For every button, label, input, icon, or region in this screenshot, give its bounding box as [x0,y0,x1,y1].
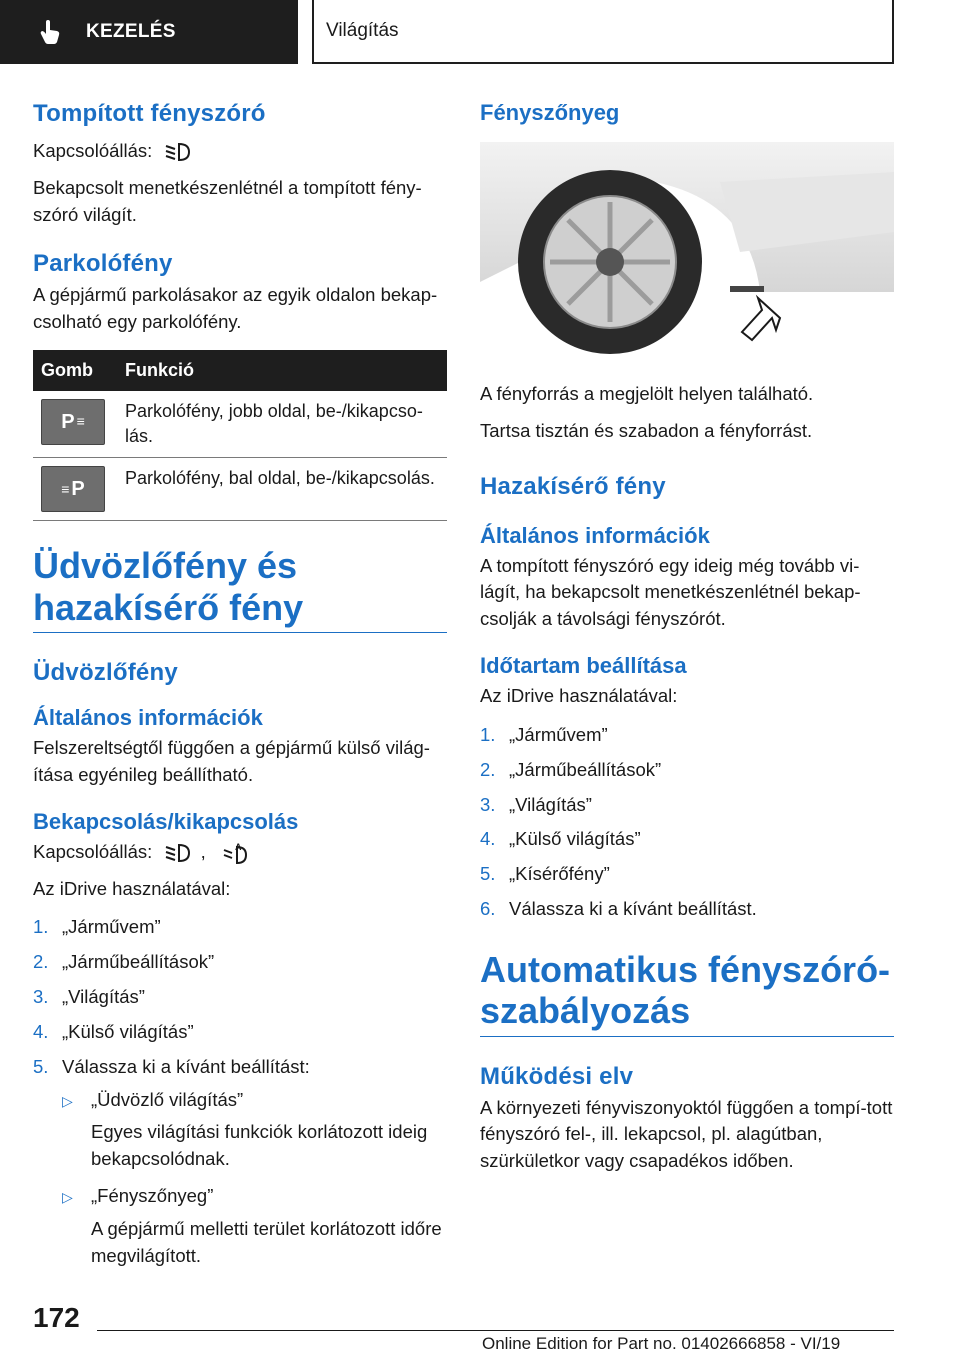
table-row [33,458,447,521]
table-row [33,391,447,458]
edition-text: Online Edition for Part no. 01402666858 - VI/19 [482,1334,841,1353]
list-item [480,896,894,923]
idrive-text: Az iDrive használatával: [480,685,678,707]
step-number: 6. [480,897,496,919]
welcome-steps-list [33,914,447,1279]
step-text: Válassza ki a kívánt beállítást. [509,897,757,919]
home-steps-list [480,722,894,923]
option-list [62,1087,447,1280]
switch-label: Kapcsolóállás: [33,840,153,862]
list-item [480,861,894,888]
option-title: „Fényszőnyeg” [91,1184,214,1206]
parking-light-left-icon: ≡ P [41,466,105,512]
car-wheel-photo [480,142,894,354]
low-beam-icon [163,842,191,864]
light-carpet-heading: Fényszőnyeg [480,100,620,125]
switch-separator: , [200,840,206,862]
list-item [33,984,447,1011]
step-text: „Járművem” [62,916,161,938]
low-beam-icon [163,141,191,163]
table-cell-text: Parkolófény, jobb oldal, be-/kikapcso-lás. [117,391,447,458]
triangle-bullet-icon: ▷ [62,1092,73,1109]
step-text: „Járműbeállítások” [509,758,662,780]
step-text: Válassza ki a kívánt beállítást: [62,1055,310,1077]
dipped-switch-line [33,138,447,165]
page-number: 172 [33,1302,80,1333]
svg-text:A: A [234,841,242,852]
carpet-text-1: A fényforrás a megjelölt helyen található. [480,383,814,404]
table-cell-icon [33,391,117,458]
step-text: „Világítás” [509,793,592,815]
home-light-heading: Hazakísérő fény [480,472,666,500]
footer-divider [97,1330,894,1331]
switch-label: Kapcsolóállás: [33,140,153,161]
triangle-bullet-icon: ▷ [62,1188,73,1205]
home-general-text: A tompított fényszóró egy ideig még tovább vi-lágít, ha bekapcsolt menetkészenlétnél bekap-csolják a távolsági fényszórót. [480,554,861,630]
left-column [33,100,447,1289]
option-title: „Üdvözlő világítás” [91,1088,244,1110]
list-item [480,826,894,853]
general-info-text: Felszereltségtől függően a gépjármű külső világ-ítása egyénileg beállítható. [33,737,430,786]
list-item [480,757,894,784]
principle-text: A környezeti fényviszonyoktól függően a tompí-tott fényszóró fel-, ill. lekapcsol, pl. alagútban, szürkületkor vagy csapadékos időben. [480,1096,893,1172]
step-number: 4. [33,1020,49,1042]
principle-heading: Működési elv [480,1062,634,1090]
table-cell-icon [33,458,117,521]
table-cell-text: Parkolófény, bal oldal, be-/kikapcsolás. [117,458,447,521]
table-header-function: Funkció [117,350,447,391]
home-general-heading: Általános információk [480,522,710,548]
step-number: 5. [33,1055,49,1077]
step-text: „Járműbeállítások” [62,951,215,973]
step-number: 3. [33,986,49,1008]
option-desc: A gépjármű melletti terület korlátozott időre megvilágított. [91,1217,442,1266]
parking-light-right-icon: P ≡ [41,399,105,445]
list-item [33,914,447,941]
table-header-button: Gomb [33,350,117,391]
section-tab [0,0,298,64]
right-column [480,100,894,1185]
hand-pointer-icon [38,19,64,45]
parking-table [33,350,447,521]
welcome-heading: Üdvözlőfény és hazakísérő fény [33,545,304,628]
list-item [62,1087,447,1173]
carpet-text-2: Tartsa tisztán és szabadon a fényforrást. [480,419,813,441]
welcome-switch-line [33,839,447,866]
step-text: „Járművem” [509,723,608,745]
chapter-tab [312,0,894,64]
step-number: 2. [480,758,496,780]
list-item [62,1183,447,1269]
step-text: „Kísérőfény” [509,863,610,885]
chapter-title: Világítás [326,20,399,41]
general-info-heading: Általános információk [33,705,263,731]
list-item [33,1054,447,1280]
step-text: „Külső világítás” [509,828,641,850]
dipped-text: Bekapcsolt menetkészenlétnél a tompított fény-szóró világít. [33,176,422,225]
list-item [33,1019,447,1046]
idrive-text: Az iDrive használatával: [33,877,231,899]
step-text: „Külső világítás” [62,1020,194,1042]
step-number: 1. [480,723,496,745]
option-desc: Egyes világítási funkciók korlátozott ideig bekapcsolódnak. [91,1121,428,1170]
auto-headlight-heading-block [480,949,894,1037]
list-item [480,792,894,819]
auto-headlight-heading: Automatikus fényszóró-szabályozás [480,948,891,1032]
list-item [480,722,894,749]
step-text: „Világítás” [62,986,145,1008]
dipped-headlight-heading: Tompított fényszóró [33,100,266,127]
list-item [33,949,447,976]
step-number: 5. [480,863,496,885]
section-title: KEZELÉS [86,21,176,42]
step-number: 3. [480,793,496,815]
duration-heading: Időtartam beállítása [480,653,687,679]
parking-text: A gépjármű parkolásakor az egyik oldalon bekap-csolható egy parkolófény. [33,284,438,333]
welcome-heading-block [33,545,447,633]
step-number: 1. [33,916,49,938]
parking-light-heading: Parkolófény [33,250,173,278]
on-off-heading: Bekapcsolás/kikapcsolás [33,808,299,834]
step-number: 4. [480,828,496,850]
step-number: 2. [33,951,49,973]
auto-light-icon [221,842,249,864]
welcome-light-subheading: Üdvözlőfény [33,659,178,687]
